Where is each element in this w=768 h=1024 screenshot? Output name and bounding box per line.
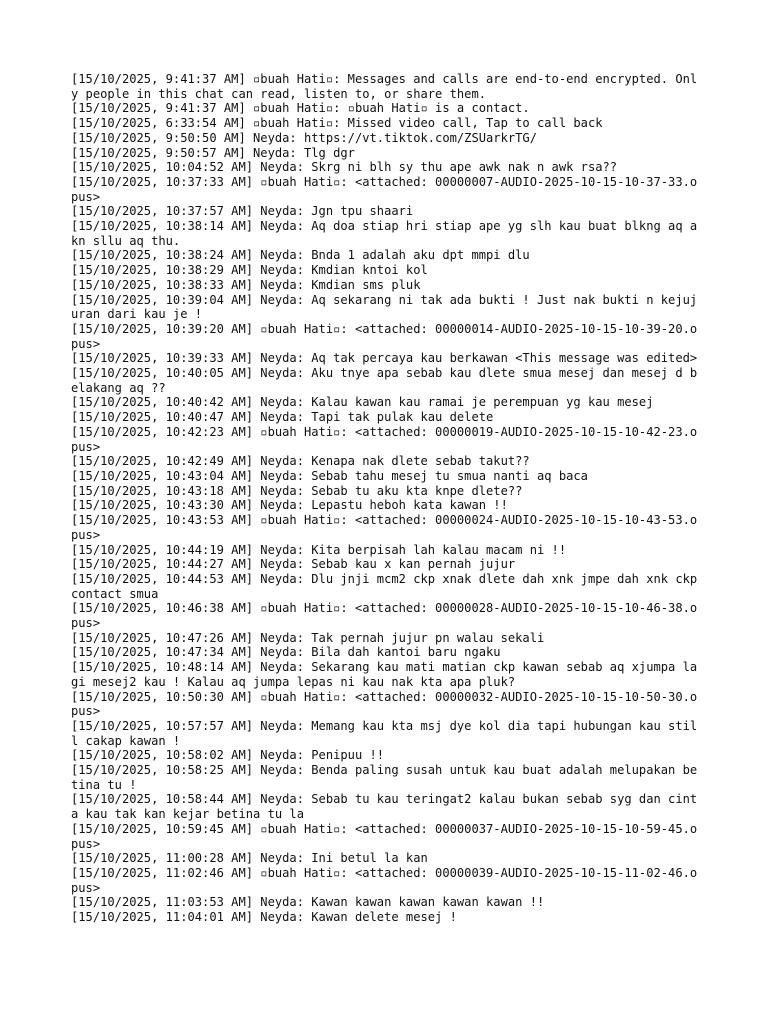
chat-line: [15/10/2025, 10:40:42 AM] Neyda: Kalau kawan kau ramai je perempuan yg kau mesej — [71, 395, 654, 410]
chat-line: [15/10/2025, 10:40:05 AM] Neyda: Aku tnye apa sebab kau dlete smua mesej dan mesej d belakang aq ?? — [71, 366, 698, 395]
chat-line: [15/10/2025, 10:38:14 AM] Neyda: Aq doa stiap hri stiap ape yg slh kau buat blkng aq akn sllu aq thu. — [71, 219, 698, 248]
chat-line: [15/10/2025, 9:41:37 AM] ▫buah Hati▫: ▫buah Hati▫ is a contact. — [71, 101, 530, 116]
chat-line: [15/10/2025, 11:03:53 AM] Neyda: Kawan kawan kawan kawan kawan !! — [71, 895, 545, 910]
chat-line: [15/10/2025, 10:43:53 AM] ▫buah Hati▫: <attached: 00000024-AUDIO-2025-10-15-10-43-53.opus> — [71, 513, 698, 542]
chat-line: [15/10/2025, 10:50:30 AM] ▫buah Hati▫: <attached: 00000032-AUDIO-2025-10-15-10-50-30.opus> — [71, 689, 698, 719]
chat-line: [15/10/2025, 10:38:24 AM] Neyda: Bnda 1 adalah aku dpt mmpi dlu — [71, 248, 530, 263]
chat-line: [15/10/2025, 10:39:33 AM] Neyda: Aq tak percaya kau berkawan <This message was edited> — [71, 351, 698, 366]
chat-line: [15/10/2025, 11:02:46 AM] ▫buah Hati▫: <attached: 00000039-AUDIO-2025-10-15-11-02-46.opus> — [71, 865, 698, 895]
chat-line: [15/10/2025, 11:04:01 AM] Neyda: Kawan delete mesej ! — [71, 910, 457, 925]
chat-line: [15/10/2025, 10:39:20 AM] ▫buah Hati▫: <attached: 00000014-AUDIO-2025-10-15-10-39-20.opus> — [71, 321, 698, 351]
chat-line: [15/10/2025, 10:44:19 AM] Neyda: Kita berpisah lah kalau macam ni !! — [71, 542, 567, 557]
chat-line: [15/10/2025, 10:39:04 AM] Neyda: Aq sekarang ni tak ada bukti ! Just nak bukti n kejujuran dari kau je ! — [71, 292, 698, 322]
chat-line: [15/10/2025, 10:59:45 AM] ▫buah Hati▫: <attached: 00000037-AUDIO-2025-10-15-10-59-45.opus> — [71, 821, 698, 851]
chat-line: [15/10/2025, 10:04:52 AM] Neyda: Skrg ni blh sy thu ape awk nak n awk rsa?? — [71, 160, 618, 175]
chat-line: [15/10/2025, 10:46:38 AM] ▫buah Hati▫: <attached: 00000028-AUDIO-2025-10-15-10-46-38.opus> — [71, 601, 698, 631]
chat-line: [15/10/2025, 10:47:34 AM] Neyda: Bila dah kantoi baru ngaku — [71, 645, 501, 660]
chat-line: [15/10/2025, 10:37:33 AM] ▫buah Hati▫: <attached: 00000007-AUDIO-2025-10-15-10-37-33.opus> — [71, 174, 698, 204]
chat-line: [15/10/2025, 10:58:44 AM] Neyda: Sebab tu kau teringat2 kalau bukan sebab syg dan cinta kau tak kan kejar betina tu la — [71, 792, 698, 822]
chat-line: [15/10/2025, 10:48:14 AM] Neyda: Sekarang kau mati matian ckp kawan sebab aq xjumpa lagi mesej2 kau ! Kalau aq jumpa lepas ni kau nak kta apa pluk? — [71, 660, 698, 689]
chat-line: [15/10/2025, 10:38:29 AM] Neyda: Kmdian kntoi kol — [71, 263, 428, 278]
chat-line: [15/10/2025, 10:47:26 AM] Neyda: Tak pernah jujur pn walau sekali — [71, 630, 545, 645]
chat-line: [15/10/2025, 10:38:33 AM] Neyda: Kmdian sms pluk — [71, 277, 421, 292]
chat-line: [15/10/2025, 10:42:23 AM] ▫buah Hati▫: <attached: 00000019-AUDIO-2025-10-15-10-42-23.opus> — [71, 424, 698, 454]
chat-line: [15/10/2025, 9:41:37 AM] ▫buah Hati▫: Messages and calls are end-to-end encrypted. Only people in this chat can read, listen to, or share them. — [71, 72, 698, 101]
chat-line: [15/10/2025, 9:50:57 AM] Neyda: Tlg dgr — [71, 145, 355, 160]
chat-line: [15/10/2025, 10:37:57 AM] Neyda: Jgn tpu shaari — [71, 204, 414, 219]
chat-line: [15/10/2025, 11:00:28 AM] Neyda: Ini betul la kan — [71, 851, 428, 866]
chat-line: [15/10/2025, 10:42:49 AM] Neyda: Kenapa nak dlete sebab takut?? — [71, 454, 530, 469]
chat-transcript-page — [71, 72, 705, 925]
chat-line: [15/10/2025, 10:58:25 AM] Neyda: Benda paling susah untuk kau buat adalah melupakan betina tu ! — [71, 763, 698, 792]
chat-line: [15/10/2025, 10:40:47 AM] Neyda: Tapi tak pulak kau delete — [71, 410, 494, 425]
chat-line: [15/10/2025, 10:57:57 AM] Neyda: Memang kau kta msj dye kol dia tapi hubungan kau still cakap kawan ! — [71, 718, 698, 748]
chat-line: [15/10/2025, 10:58:02 AM] Neyda: Penipuu !! — [71, 748, 385, 763]
chat-line: [15/10/2025, 10:43:04 AM] Neyda: Sebab tahu mesej tu smua nanti aq baca — [71, 468, 588, 483]
chat-line: [15/10/2025, 9:50:50 AM] Neyda: https://vt.tiktok.com/ZSUarkrTG/ — [71, 130, 537, 145]
chat-line: [15/10/2025, 10:43:18 AM] Neyda: Sebab tu aku kta knpe dlete?? — [71, 483, 523, 498]
chat-line: [15/10/2025, 10:44:27 AM] Neyda: Sebab kau x kan pernah jujur — [71, 557, 516, 572]
chat-line: [15/10/2025, 6:33:54 AM] ▫buah Hati▫: Missed video call, Tap to call back — [71, 116, 603, 131]
chat-line: [15/10/2025, 10:43:30 AM] Neyda: Lepastu heboh kata kawan !! — [71, 498, 508, 513]
chat-line: [15/10/2025, 10:44:53 AM] Neyda: Dlu jnji mcm2 ckp xnak dlete dah xnk jmpe dah xnk ckp contact smua — [71, 571, 705, 601]
